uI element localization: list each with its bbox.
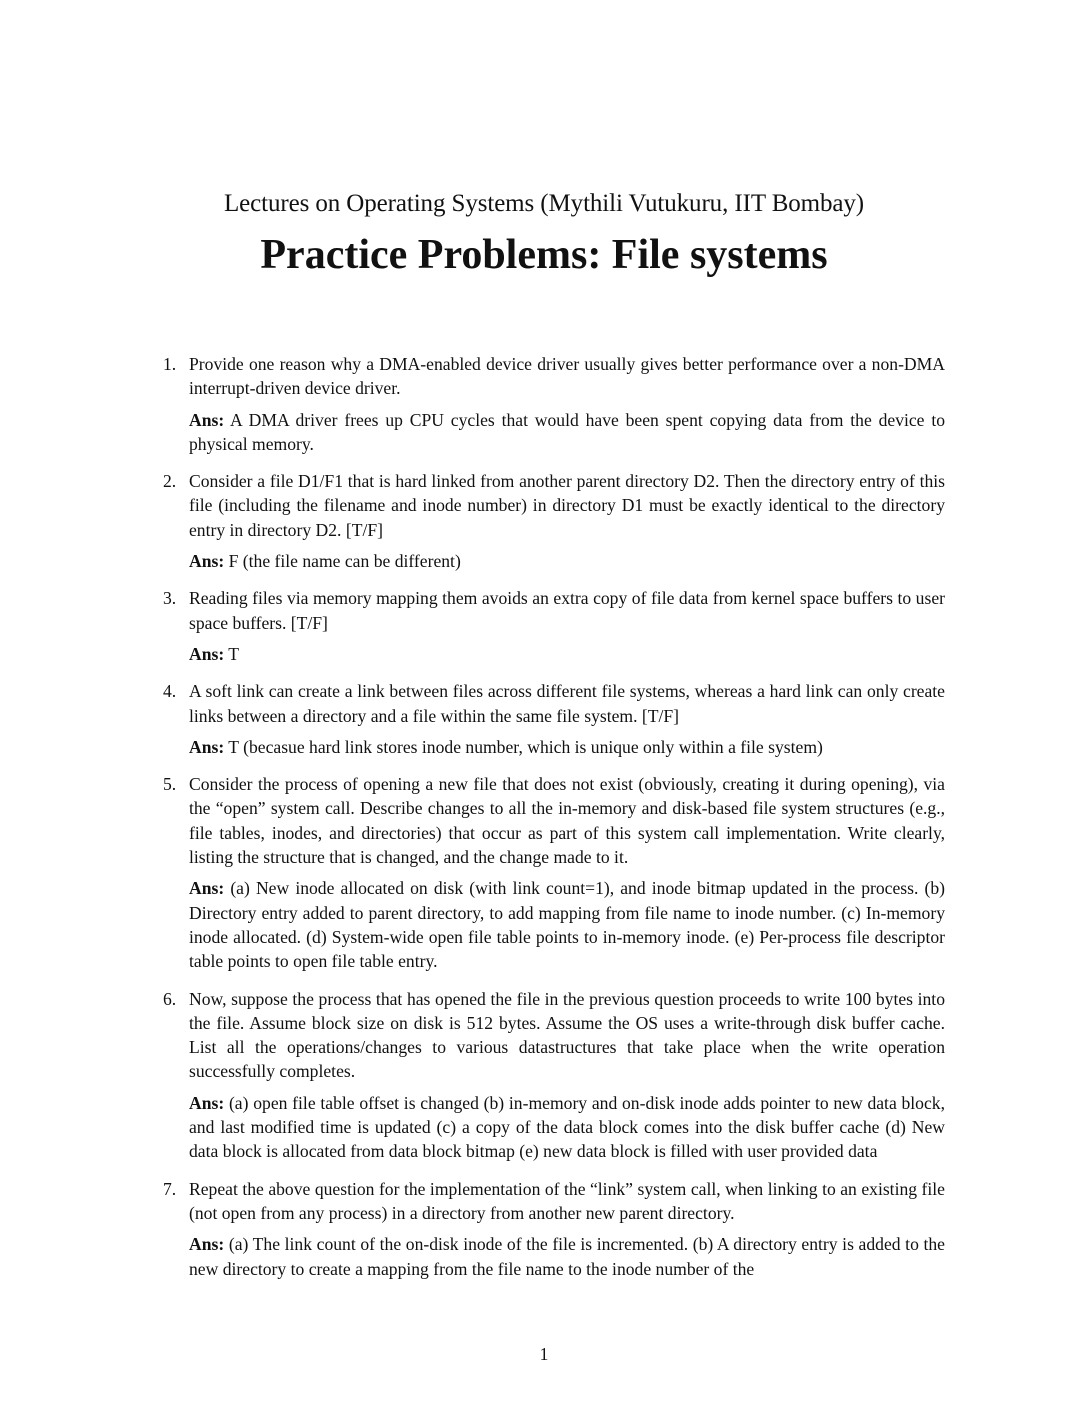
problem-number: 2.: [163, 471, 177, 492]
answer-label: Ans:: [189, 1092, 225, 1113]
problem-number: 1.: [163, 354, 177, 374]
answer-label: Ans:: [189, 409, 225, 430]
problem-question: Consider the process of opening a new file that does not exist (obviously, creating it during opening), via the “open” system call. Describe changes to all the in-memory and disk-based file system structures (e.g., file tables, inodes, and directories) that occur as part of this system call implementation. Write clearly, listing the structure that is changed, and the change made to it.: [189, 774, 945, 868]
problem-item: [163, 586, 945, 666]
answer-text: T (becasue hard link stores inode number, which is unique only within a file system): [224, 736, 823, 757]
problem-item: [163, 679, 945, 759]
problem-answer: [189, 735, 945, 759]
problem-question: A soft link can create a link between files across different file systems, whereas a hard link can only create links between a directory and a file within the same file system. [T/F]: [189, 681, 945, 726]
problem-question: Provide one reason why a DMA-enabled device driver usually gives better performance over a non-DMA interrupt-driven device driver.: [189, 354, 945, 399]
problem-number: 7.: [163, 1178, 177, 1199]
problem-question: Now, suppose the process that has opened the file in the previous question proceeds to write 100 bytes into the file. Assume block size on disk is 512 bytes. Assume the OS uses a write-through disk buffer cache. List all the operations/changes to various datastructures that take place when the write operation successfully completes.: [189, 988, 945, 1082]
problem-answer: [189, 642, 945, 666]
problem-number: 5.: [163, 774, 177, 795]
problem-item: [163, 987, 945, 1164]
answer-text: T: [224, 643, 240, 664]
answer-text: (a) The link count of the on-disk inode of the file is incremented. (b) A directory entry is added to the new directory to create a mapping from the file name to the inode number of the: [189, 1234, 945, 1279]
lecture-subtitle: Lectures on Operating Systems (Mythili Vutukuru, IIT Bombay): [223, 190, 865, 217]
answer-text: (a) open file table offset is changed (b) in-memory and on-disk inode adds pointer to new data block, and last modified time is updated (c) a copy of the data block comes into the disk buffer cache (d) New data block is allocated from data block bitmap (e) new data block is filled with user provided data: [189, 1092, 945, 1162]
problem-answer: [189, 408, 945, 457]
problem-question: Repeat the above question for the implementation of the “link” system call, when linking to an existing file (not open from any process) in a directory from another new parent directory.: [189, 1178, 945, 1223]
answer-label: Ans:: [189, 736, 225, 757]
answer-label: Ans:: [189, 1234, 225, 1255]
answer-label: Ans:: [189, 878, 225, 899]
problem-number: 6.: [163, 988, 177, 1009]
answer-label: Ans:: [189, 643, 225, 664]
problem-item: [163, 772, 945, 973]
answer-text: (a) New inode allocated on disk (with link count=1), and inode bitmap updated in the process. (b) Directory entry added to parent directory, to add mapping from file name to inode number. (c) In-memory inode allocated. (d) System-wide open file table points to in-memory inode. (e) Per-process file descriptor table points to open file table entry.: [189, 878, 945, 972]
problem-question: Reading files via memory mapping them avoids an extra copy of file data from kernel space buffers to user space buffers. [T/F]: [189, 588, 945, 633]
problem-item: [163, 352, 945, 456]
problem-answer: [189, 549, 945, 573]
problem-number: 3.: [163, 588, 177, 609]
problem-item: [163, 1177, 945, 1281]
problem-number: 4.: [163, 681, 177, 702]
answer-label: Ans:: [189, 551, 225, 572]
answer-text: F (the file name can be different): [224, 551, 461, 572]
page-number: 1: [539, 1344, 549, 1364]
problem-item: [163, 469, 945, 573]
problem-answer: [189, 1091, 945, 1164]
page-title: Practice Problems: File systems: [260, 232, 828, 278]
problem-answer: [189, 1232, 945, 1281]
problem-list: [163, 352, 945, 1294]
problem-answer: [189, 876, 945, 973]
problem-question: Consider a file D1/F1 that is hard linked from another parent directory D2. Then the directory entry of this file (including the filename and inode number) in directory D1 must be exactly identical to the directory entry in directory D2. [T/F]: [189, 471, 945, 540]
answer-text: A DMA driver frees up CPU cycles that would have been spent copying data from the device to physical memory.: [189, 409, 945, 454]
